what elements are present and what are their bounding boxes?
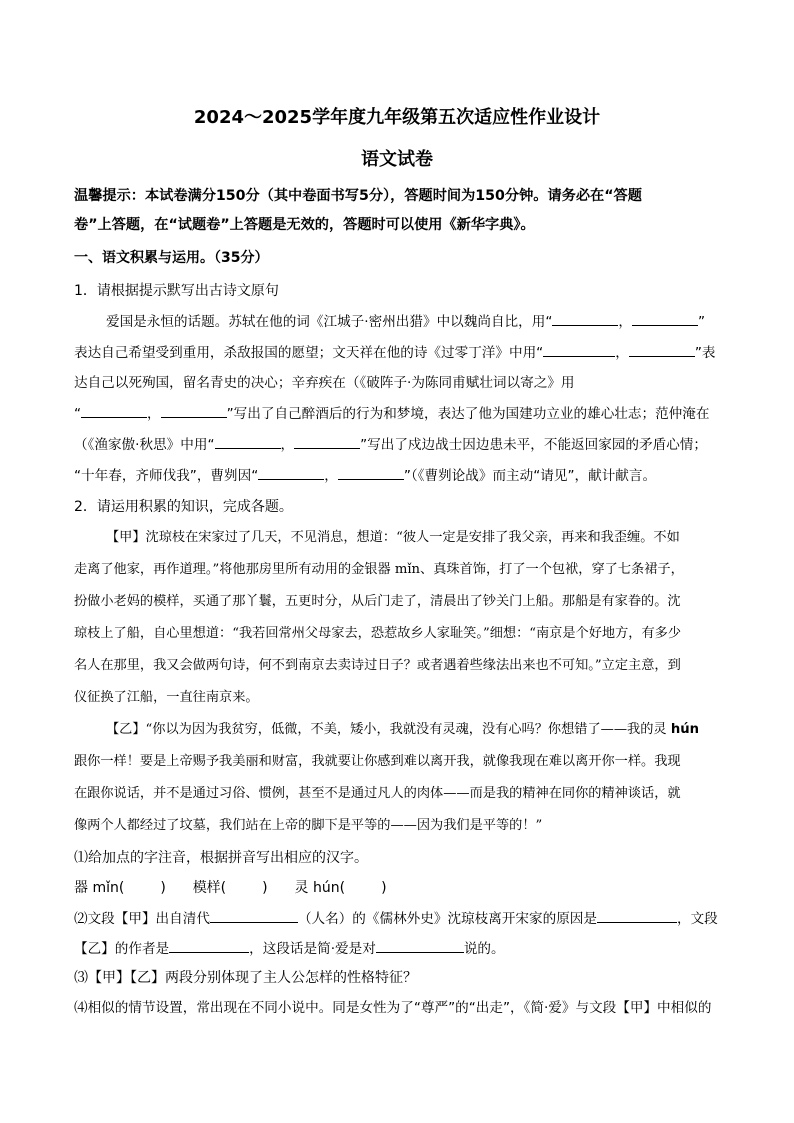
subquestion-2-line-2 [74,938,505,959]
pinyin-item: 灵 hún( [294,880,346,896]
answer-blank[interactable] [161,403,227,418]
answer-blank[interactable] [81,403,147,418]
q1-line-5 [74,434,707,455]
q1-text: ， [147,406,161,422]
passage-jia-line-3: 扮做小老妈的模样，买通了那丫鬟，五更时分，从后门走了，清晨出了钞关门上船。那船是有家眷的。沈 [74,594,681,609]
answer-blank[interactable] [258,465,324,480]
q1-text: ”表 [694,345,716,361]
question-1-stem: 1．请根据提示默写出古诗文原句 [74,283,279,299]
answer-blank[interactable] [210,908,298,923]
pinyin-item: 器 mǐn( [74,880,125,896]
subquestion-1: ⑴给加点的字注音，根据拼音写出相应的汉字。 [74,850,368,866]
q1-text: ”写出了戍边战士因边患未平，不能返回家园的矛盾心情； [360,437,707,453]
q1-line-6 [74,465,656,486]
passage-yi-line-3: 在跟你说话，并不是通过习俗、惯例，甚至不是通过凡人的肉体——而是我的精神在同你的精神谈话，就 [74,786,681,801]
q1-line-1 [106,311,705,332]
passage-yi-line-4: 像两个人都经过了坟墓，我们站在上帝的脚下是平等的——因为我们是平等的！” [74,818,543,833]
passage-yi-line-2: 跟你一样！要是上帝赐予我美丽和财富，我就要让你感到难以离开我，就像我现在难以离开你一样。我现 [74,754,681,769]
passage-jia-line-5: 名人在那里，我又会做两句诗，何不到南京去卖诗过日子？或者遇着些缘法出来也不可知。”立定主意，到 [74,658,681,673]
answer-blank[interactable] [597,908,677,923]
answer-blank[interactable] [215,434,281,449]
q1-line-3: 达自己以死殉国，留名青史的决心；辛弃疾在（《破阵子·为陈同甫赋壮词以寄之》用 [74,375,575,391]
subquestion-3: ⑶【甲】【乙】两段分别体现了主人公怎样的性格特征？ [74,970,417,986]
answer-blank[interactable] [629,342,695,357]
q1-text: （《渔家傲·秋思》中用“ [74,437,215,453]
q1-text: ”写出了自己醉酒后的行为和梦境，表达了他为国建功立业的雄心壮志；范仲淹在 [226,406,710,422]
pinyin-item-close: ) [381,880,387,896]
q1-line-2 [74,342,715,363]
answer-blank[interactable] [543,342,615,357]
passage-jia-line-1: 【甲】沈琼枝在宋家过了几天，不见消息，想道：“彼人一定是安排了我父亲，再来和我歪缠。不如 [106,530,680,545]
question-2-stem: 2．请运用积累的知识，完成各题。 [74,499,293,515]
q2-text: ，文段 [677,911,718,927]
subquestion-4: ⑷相似的情节设置，常出现在不同小说中。同是女性为了“尊严”的“出走”，《简·爱》与文段【甲】中相似的 [74,1000,712,1016]
answer-blank[interactable] [552,311,618,326]
answer-blank[interactable] [169,938,249,953]
q1-text: 表达自己希望受到重用，杀敌报国的愿望；文天祥在他的诗《过零丁洋》中用“ [74,345,544,361]
passage-jia-line-6: 仪征换了江船，一直往南京来。 [74,690,259,705]
q2-text: （人名）的《儒林外史》沈琼枝离开宋家的原因是 [297,911,597,927]
answer-blank[interactable] [632,311,698,326]
pinyin-hun: hún [670,722,699,737]
q1-text: 爱国是永恒的话题。苏轼在他的词《江城子·密州出猎》中以魏尚自比，用“ [106,314,553,330]
pinyin-item-close: ) [262,880,268,896]
passage-jia-line-4: 琼枝上了船，自心里想道：“我若回常州父母家去，恐惹故乡人家耻笑。”细想：“南京是个好地方，有多少 [74,626,682,641]
q2-text: ，这段话是简·爱是对 [249,941,376,957]
q1-text: ， [618,314,632,330]
exam-subtitle: 语文试卷 [361,149,433,170]
passage-yi-line-1 [106,720,699,740]
answer-blank[interactable] [294,434,360,449]
passage-jia-line-2: 走离了他家，再作道理。”将他那房里所有动用的金银器 mǐn、真珠首饰，打了一个包袱，穿了七条裙子， [74,562,684,577]
q1-line-4 [74,403,709,424]
q2-text: 【乙】的作者是 [74,941,170,957]
notice-line-2: 卷”上答题，在“试题卷”上答题是无效的，答题时可以使用《新华字典》。 [74,217,535,233]
subquestion-1-answers [74,878,387,898]
q1-text: “十年春，齐师伐我”，曹刿因“ [74,468,259,484]
q2-text: ⑵文段【甲】出自清代 [74,911,210,927]
pinyin-item-close: ) [160,880,166,896]
exam-title: 2024～2025学年度九年级第五次适应性作业设计 [193,107,601,128]
pinyin-item: 模样( [192,880,227,896]
section-1-heading: 一、语文积累与运用。（35分） [74,250,269,266]
q1-text: ” [697,314,706,330]
q1-text: ， [280,437,295,453]
q1-text: “ [74,406,82,422]
answer-blank[interactable] [376,938,464,953]
q2-text: 说的。 [463,941,505,957]
passage-text: 【乙】“你以为因为我贫穷，低微，不美，矮小，我就没有灵魂，没有心吗？你想错了——我的灵 [106,722,671,737]
answer-blank[interactable] [338,465,404,480]
notice-line-1: 温馨提示：本试卷满分150分（其中卷面书写5分），答题时间为150分钟。请务必在“答题 [74,188,642,204]
q1-text: ， [615,345,629,361]
q1-text: ”（《曹刿论战》而主动“请见”，献计献言。 [403,468,657,484]
subquestion-2-line-1 [74,908,718,929]
q1-text: ， [324,468,338,484]
